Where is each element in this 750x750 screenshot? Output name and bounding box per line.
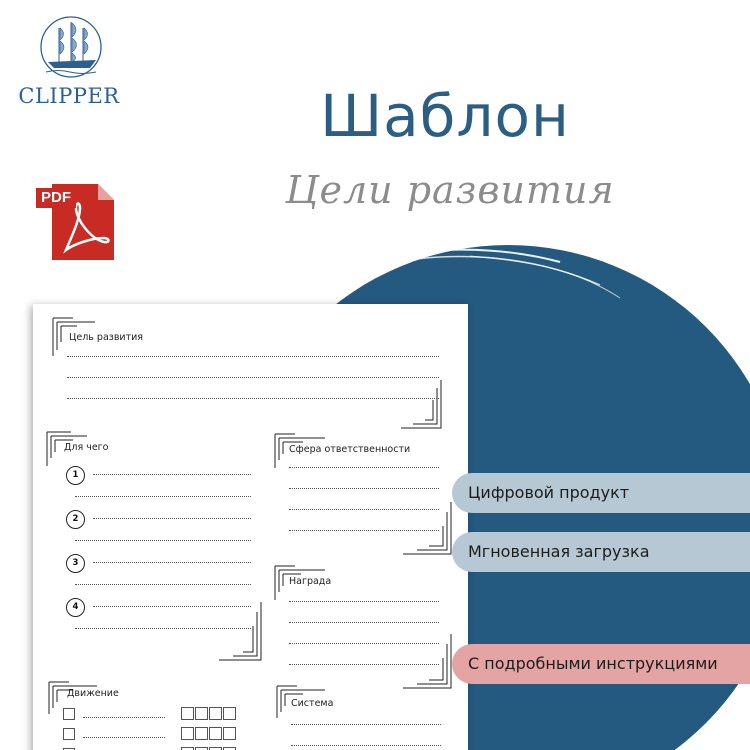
- why-line: [75, 628, 251, 629]
- why-line: [93, 474, 251, 475]
- movement-checkbox: [63, 708, 75, 720]
- movement-section-label: Движение: [67, 688, 119, 699]
- why-line: [75, 540, 251, 541]
- page-title: Шаблон: [320, 82, 570, 150]
- document-preview: [33, 304, 468, 750]
- reward-line: [289, 664, 439, 665]
- reward-section-label: Награда: [289, 576, 332, 587]
- responsibility-section-label: Сфера ответственности: [289, 444, 411, 455]
- tracker-cell: [209, 727, 222, 740]
- page-subtitle: Цели развития: [285, 168, 615, 212]
- why-number: 2: [66, 510, 85, 529]
- goal-section-label: Цель развития: [69, 332, 144, 343]
- ship-icon: [40, 14, 102, 80]
- why-line: [75, 496, 251, 497]
- reward-line: [289, 643, 439, 644]
- reward-line: [289, 622, 439, 623]
- pdf-file-icon: [36, 180, 116, 262]
- goal-line: [67, 398, 439, 399]
- goal-line: [67, 377, 439, 378]
- why-number: 3: [66, 554, 85, 573]
- digital-product-badge: Цифровой продукт: [452, 473, 750, 513]
- responsibility-line: [289, 467, 439, 468]
- responsibility-line: [289, 488, 439, 489]
- logo-wordmark: CLIPPER: [18, 84, 120, 108]
- responsibility-line: [289, 530, 439, 531]
- why-number: 1: [66, 466, 85, 485]
- tracker-cell: [223, 727, 236, 740]
- why-section-label: Для чего: [64, 442, 109, 453]
- tracker-cell: [181, 727, 194, 740]
- instructions-badge: С подробными инструкциями: [452, 644, 750, 684]
- why-number: 4: [66, 598, 85, 617]
- system-section-label: Система: [291, 698, 334, 709]
- why-line: [75, 584, 251, 585]
- frame-corners: [33, 304, 468, 750]
- movement-line: [83, 737, 165, 738]
- system-line: [291, 745, 441, 746]
- goal-line: [67, 356, 439, 357]
- tracker-cell: [195, 727, 208, 740]
- why-line: [93, 518, 251, 519]
- why-line: [93, 606, 251, 607]
- system-line: [291, 724, 441, 725]
- clipper-logo: [10, 14, 128, 110]
- movement-checkbox: [63, 728, 75, 740]
- movement-line: [83, 717, 165, 718]
- tracker-cell: [209, 707, 222, 720]
- tracker-cell: [195, 707, 208, 720]
- why-line: [93, 562, 251, 563]
- tracker-cell: [181, 707, 194, 720]
- instant-download-badge: Мгновенная загрузка: [452, 532, 750, 572]
- reward-line: [289, 601, 439, 602]
- responsibility-line: [289, 509, 439, 510]
- pdf-badge: PDF: [36, 188, 76, 208]
- tracker-cell: [223, 707, 236, 720]
